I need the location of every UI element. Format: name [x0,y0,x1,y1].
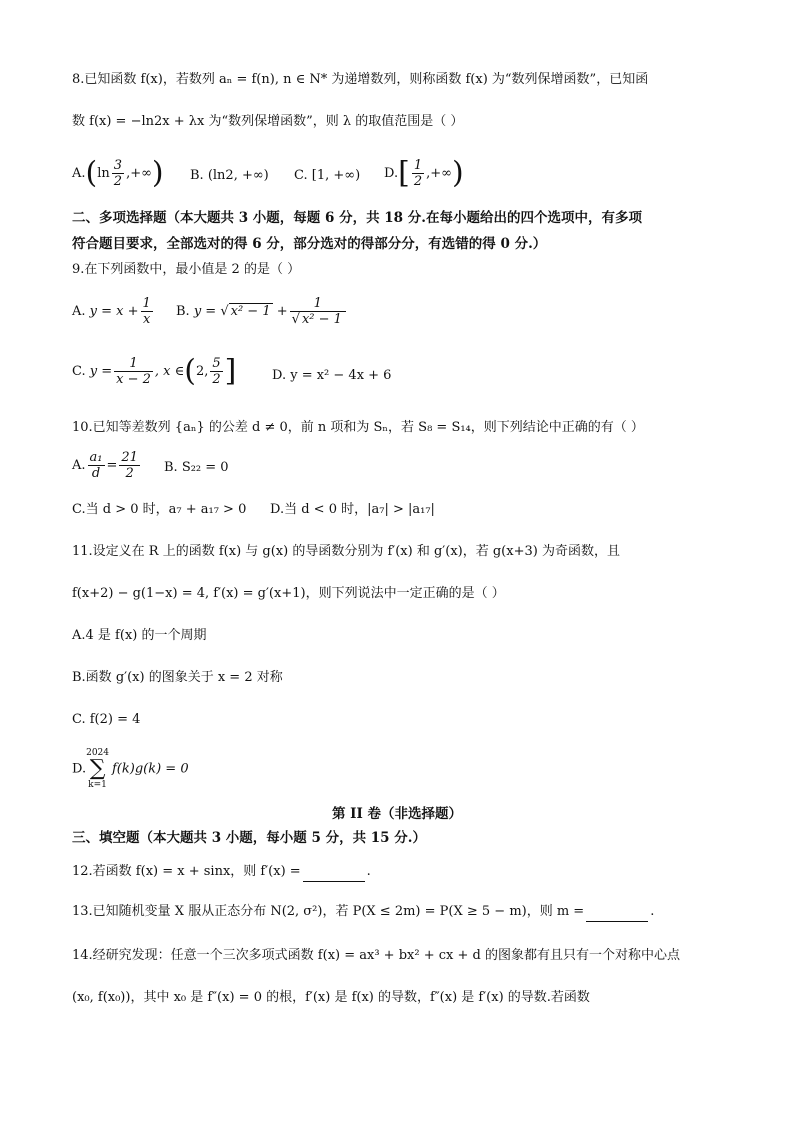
q9-option-b: B. y = √ x² − 1 + $\frac{1}{\text{√ x² − 1}}$ [176,296,348,327]
q9-option-a-label: A. [72,304,86,319]
q11-stem-line1: 11.设定义在 R 上的函数 f(x) 与 g(x) 的导函数分别为 f′(x) 和 g′(x)，若 g(x+3) 为奇函数，且 [72,544,620,559]
q14-stem-line2: (x₀, f(x₀))，其中 x₀ 是 f″(x) = 0 的根，f′(x) 是 f(x) 的导数，f″(x) 是 f′(x) 的导数.若函数 [72,990,590,1005]
q8-option-d: D.[ $\frac{1}{2}$ ,+∞) [384,155,464,191]
q8-stem-line1: 8.已知函数 f(x)，若数列 aₙ = f(n), n ∈ N* 为递增数列，则称函数 f(x) 为“数列保增函数”，已知函 [72,72,649,87]
q11-option-a: A.4 是 f(x) 的一个周期 [72,628,207,643]
q11-option-b: B.函数 g′(x) 的图象关于 x = 2 对称 [72,670,283,685]
q10-option-a-label: A. [72,458,86,473]
section2-title-line2: 符合题目要求，全部选对的得 6 分，部分选对的得部分分，有选错的得 0 分.） [72,236,547,252]
q12-stem [72,862,371,882]
q9-option-d: D. y = x² − 4x + 6 [272,368,392,383]
q13-stem-text: 13.已知随机变量 X 服从正态分布 N(2, σ²)，若 P(X ≤ 2m) = P(X ≥ 5 − m)，则 m = [72,904,585,919]
q10-stem: 10.已知等差数列 {aₙ} 的公差 d ≠ 0，前 n 项和为 Sₙ，若 S₈ = S₁₄，则下列结论中正确的有（ ） [72,420,644,435]
q9-option-a: A. y = x + $\frac{1}{x}$ [72,296,151,327]
q11-stem-line2: f(x+2) − g(1−x) = 4, f′(x) = g′(x+1)，则下列说法中一定正确的是（ ） [72,586,505,601]
q12-answer-blank[interactable] [303,867,365,882]
q8-option-b: B. (ln2, +∞) [190,168,269,183]
q9-option-b-label: B. [176,304,190,319]
q11-option-d: D.2024 ∑ k=1f(k)g(k) = 0 [72,748,189,790]
section2-title-line1: 二、多项选择题（本大题共 3 小题，每题 6 分，共 18 分.在每小题给出的四个选项中，有多项 [72,210,642,226]
q9-stem: 9.在下列函数中，最小值是 2 的是（ ） [72,262,301,277]
part2-title: 第 II 卷（非选择题） [331,806,463,822]
q13-end: . [650,904,655,919]
section3-title: 三、填空题（本大题共 3 小题，每小题 5 分，共 15 分.） [72,830,426,846]
q13-stem [72,902,654,922]
q9-option-c: C. y = $\frac{1}{x - 2}$ , x ∈(2, $\frac{5}{2}$ ] [72,353,237,389]
q10-option-a: A. $\frac{\text{a₁}}{d}$ = $\frac{21}{2}$ [72,450,138,481]
q8-option-a-label: A. [72,166,86,181]
q8-option-a: A.(ln $\frac{3}{2}$ ,+∞) [72,155,164,191]
q8-option-c: C. [1, +∞) [294,168,361,183]
q10-option-c: C.当 d > 0 时，a₇ + a₁₇ > 0 [72,502,247,517]
q12-end: . [366,864,371,879]
q8-option-d-label: D. [384,166,399,181]
summation-symbol: 2024 ∑ k=1 [86,748,109,790]
q8-stem-line2: 数 f(x) = −ln2x + λx 为“数列保增函数”，则 λ 的取值范围是（ ） [72,114,464,129]
q14-stem-line1: 14.经研究发现：任意一个三次多项式函数 f(x) = ax³ + bx² + cx + d 的图象都有且只有一个对称中心点 [72,948,680,963]
q9-option-c-label: C. [72,364,86,379]
q12-stem-text: 12.若函数 f(x) = x + sinx，则 f′(x) = [72,864,301,879]
q10-option-b: B. S₂₂ = 0 [164,460,229,475]
q10-option-d: D.当 d < 0 时，|a₇| > |a₁₇| [270,502,435,517]
q13-answer-blank[interactable] [586,907,648,922]
q11-option-d-label: D. [72,761,87,777]
q11-option-c: C. f(2) = 4 [72,712,141,727]
